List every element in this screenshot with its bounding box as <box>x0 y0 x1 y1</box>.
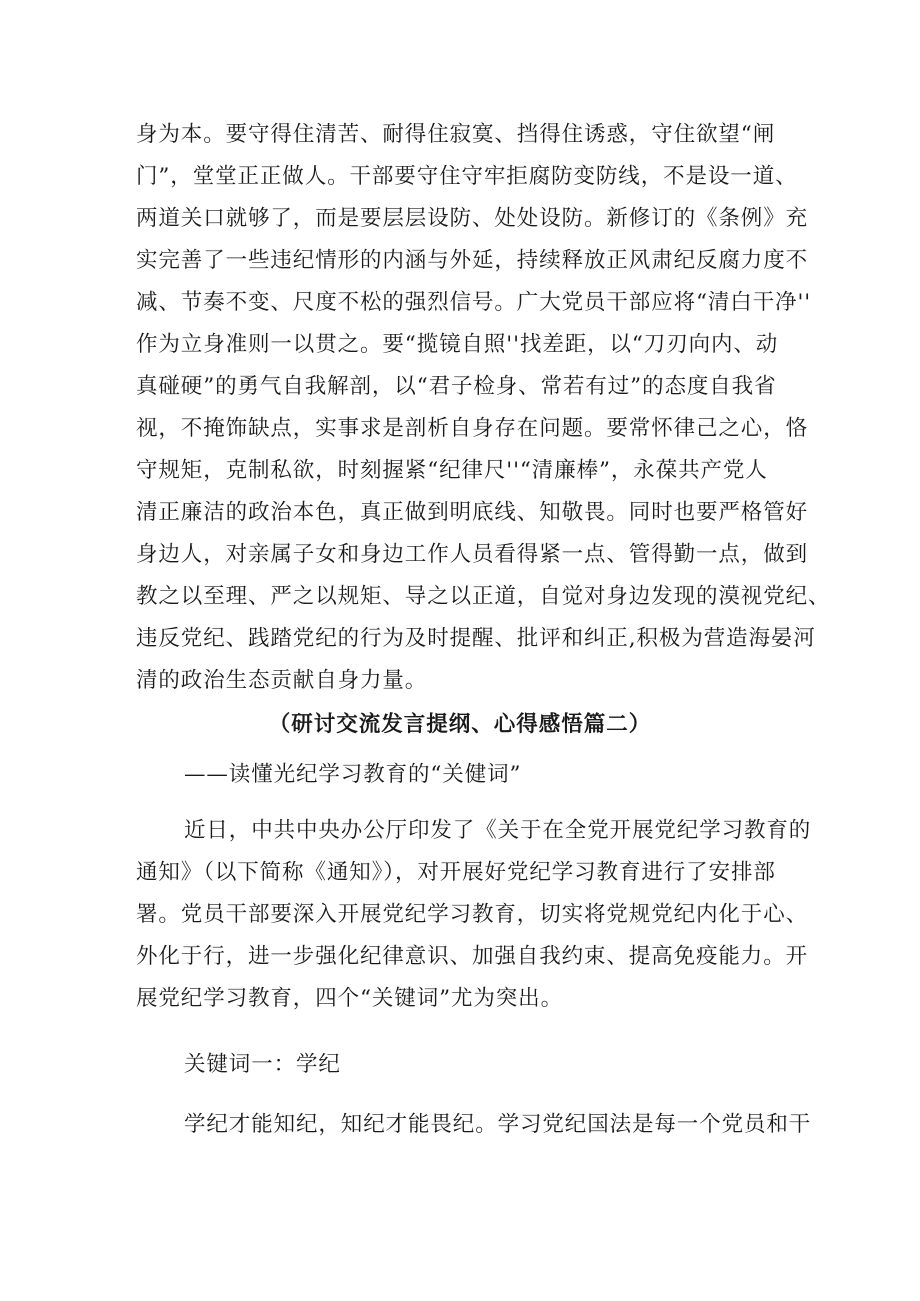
subtitle: ——读懂光纪学习教育的“关健词” <box>184 762 522 787</box>
section-title: （研讨交流发言提纲、心得感悟篇二） <box>268 712 652 737</box>
keyword-heading: 关键词一：学纪 <box>184 1052 341 1077</box>
text-line: 展党纪学习教育，四个“关键词”尤为突出。 <box>136 986 563 1011</box>
text-line: 教之以至理、严之以规矩、导之以正道，自觉对身边发现的漠视党纪、 <box>136 584 831 609</box>
text-line: 学纪才能知纪，知纪才能畏纪。学习党纪国法是每一个党员和干 <box>184 1112 812 1137</box>
text-line: 违反党纪、践踏党纪的行为及时提醒、批评和纠正,积极为营造海晏河 <box>136 626 816 651</box>
text-line: 通知》（以下简称《通知》），对开展好党纪学习教育进行了安排部 <box>136 860 776 885</box>
text-line: 两道关口就够了，而是要层层设防、处处设防。新修订的《条例》充 <box>136 206 809 231</box>
text-line: 减、节奏不变、尺度不松的强烈信号。广大党员干部应将“清白干净'' <box>136 290 812 315</box>
text-line: 作为立身准则一以贯之。要“揽镜自照''找差距，以“刀刃向内、动 <box>136 332 779 357</box>
text-line: 身为本。要守得住清苦、耐得住寂寞、挡得住诱惑，守住欲望“闸 <box>136 122 776 147</box>
text-line: 清正廉洁的政治本色，真正做到明底线、知敬畏。同时也要严格管好 <box>136 500 809 525</box>
text-line: 门”，堂堂正正做人。干部要守住守牢拒腐防变防线，不是设一道、 <box>136 164 798 189</box>
text-line: 视，不掩饰缺点，实事求是剖析自身存在问题。要常怀律己之心，恪 <box>136 416 809 441</box>
text-line: 实完善了一些违纪情形的内涵与外延，持续释放正风肃纪反腐力度不 <box>136 248 809 273</box>
text-line: 近日，中共中央办公厅印发了《关于在全党开展党纪学习教育的 <box>184 818 812 843</box>
text-line: 外化于行，进一步强化纪律意识、加强自我约束、提高免疫能力。开 <box>136 944 809 969</box>
text-line: 身边人，对亲属子女和身边工作人员看得紧一点、管得勤一点，做到 <box>136 542 809 567</box>
text-line: 真碰硬”的勇气自我解剖，以“君子检身、常若有过”的态度自我省 <box>136 374 777 399</box>
text-line: 署。党员干部要深入开展党纪学习教育，切实将党规党纪内化于心、 <box>136 902 809 927</box>
text-line: 守规矩，克制私欲，时刻握紧“纪律尺''“清廉棒”，永葆共产党人 <box>136 458 768 483</box>
text-line: 清的政治生态贡献自身力量。 <box>136 668 428 693</box>
